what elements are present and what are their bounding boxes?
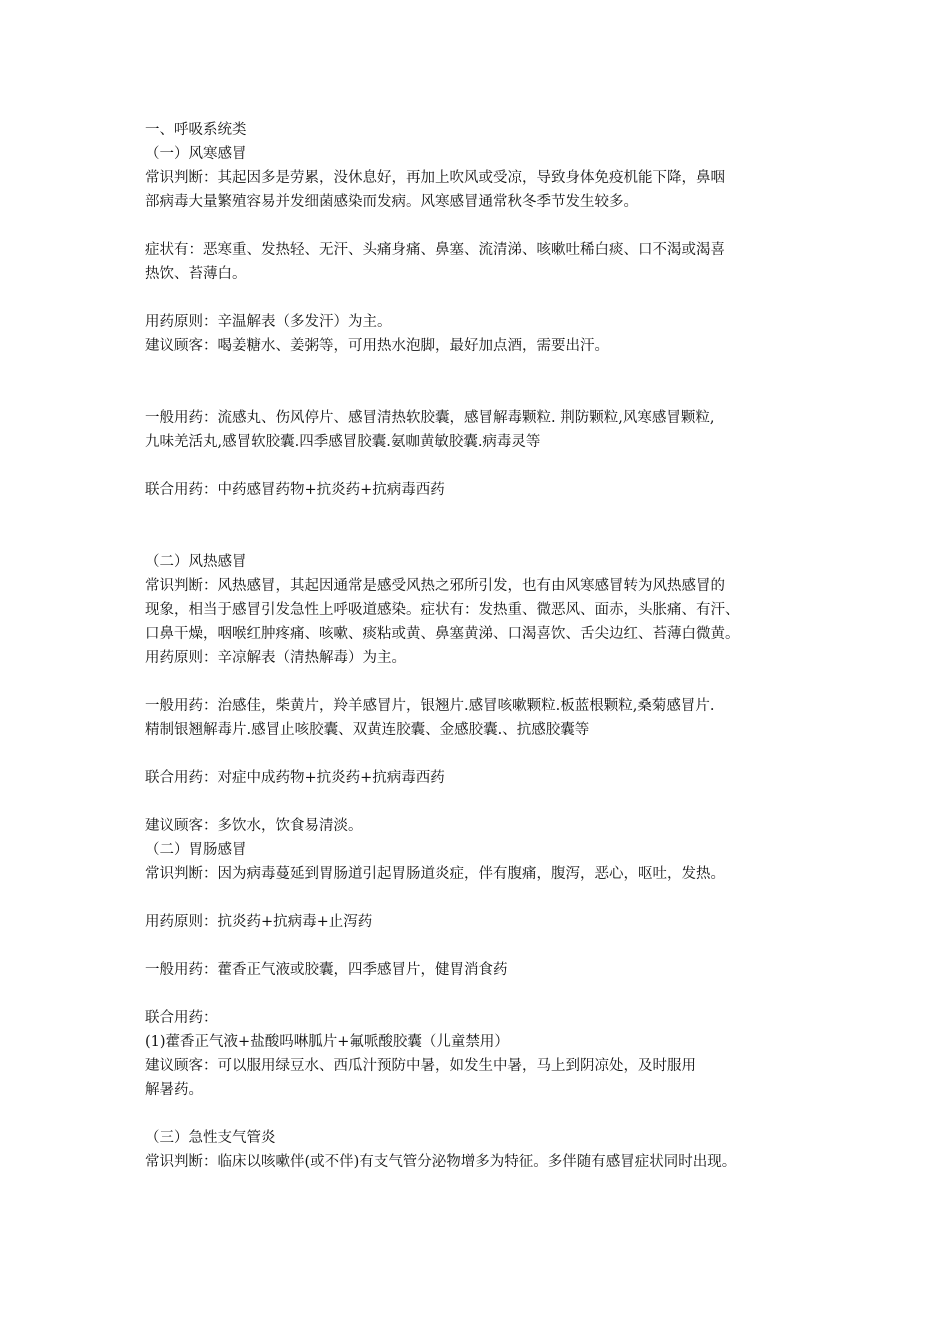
blank-line [145, 1102, 815, 1126]
blank-line [145, 982, 815, 1006]
paragraph-line: 九味羌活丸,感冒软胶囊.四季感冒胶囊.氨咖黄敏胶囊.病毒灵等 [145, 434, 541, 450]
paragraph-line: 联合用药： [145, 1010, 218, 1026]
paragraph-line: 用药原则：抗炎药+抗病毒+止泻药 [145, 914, 373, 930]
section-heading: 一、呼吸系统类 [145, 122, 247, 138]
paragraph-line: 部病毒大量繁殖容易并发细菌感染而发病。风寒感冒通常秋冬季节发生较多。 [145, 194, 638, 210]
blank-line [145, 358, 815, 406]
subsection-heading: （二）风热感冒 [145, 554, 247, 570]
paragraph-line: 一般用药：藿香正气液或胶囊，四季感冒片，健胃消食药 [145, 962, 508, 978]
paragraph-line: 联合用药：对症中成药物+抗炎药+抗病毒西药 [145, 770, 445, 786]
paragraph-line: 热饮、苔薄白。 [145, 266, 247, 282]
subsection-heading: （二）胃肠感冒 [145, 842, 247, 858]
document-body [145, 118, 815, 1174]
blank-line [145, 670, 815, 694]
paragraph-line: (1)藿香正气液+盐酸吗啉胍片+氟哌酸胶囊（儿童禁用） [145, 1034, 509, 1050]
blank-line [145, 886, 815, 910]
blank-line [145, 286, 815, 310]
paragraph-line: 用药原则：辛凉解表（清热解毒）为主。 [145, 650, 406, 666]
paragraph-line: 常识判断：临床以咳嗽伴(或不伴)有支气管分泌物增多为特征。多伴随有感冒症状同时出现。 [145, 1154, 737, 1170]
blank-line [145, 790, 815, 814]
blank-line [145, 934, 815, 958]
paragraph-line: 常识判断：风热感冒，其起因通常是感受风热之邪所引发，也有由风寒感冒转为风热感冒的 [145, 578, 725, 594]
paragraph-line: 一般用药：流感丸、伤风停片、感冒清热软胶囊，感冒解毒颗粒. 荆防颗粒,风寒感冒颗粒, [145, 410, 715, 426]
paragraph-line: 常识判断：其起因多是劳累，没休息好，再加上吹风或受凉，导致身体免疫机能下降，鼻咽 [145, 170, 725, 186]
paragraph-line: 解暑药。 [145, 1082, 203, 1098]
paragraph-line: 现象，相当于感冒引发急性上呼吸道感染。症状有：发热重、微恶风、面赤，头胀痛、有汗、 [145, 602, 740, 618]
paragraph-line: 建议顾客：多饮水，饮食易清淡。 [145, 818, 363, 834]
subsection-heading: （三）急性支气管炎 [145, 1130, 276, 1146]
paragraph-line: 常识判断：因为病毒蔓延到胃肠道引起胃肠道炎症，伴有腹痛，腹泻，恶心，呕吐，发热。 [145, 866, 725, 882]
blank-line [145, 742, 815, 766]
blank-line [145, 214, 815, 238]
paragraph-line: 联合用药：中药感冒药物+抗炎药+抗病毒西药 [145, 482, 445, 498]
paragraph-line: 口鼻干燥，咽喉红肿疼痛、咳嗽、痰粘或黄、鼻塞黄涕、口渴喜饮、舌尖边红、苔薄白微黄。 [145, 626, 740, 642]
paragraph-line: 一般用药：治感佳，柴黄片，羚羊感冒片，银翘片.感冒咳嗽颗粒.板蓝根颗粒,桑菊感冒片. [145, 698, 715, 714]
paragraph-line: 用药原则：辛温解表（多发汗）为主。 [145, 314, 392, 330]
paragraph-line: 症状有：恶寒重、发热轻、无汗、头痛身痛、鼻塞、流清涕、咳嗽吐稀白痰、口不渴或渴喜 [145, 242, 725, 258]
blank-line [145, 454, 815, 478]
subsection-heading: （一）风寒感冒 [145, 146, 247, 162]
paragraph-line: 建议顾客：可以服用绿豆水、西瓜汁预防中暑，如发生中暑，马上到阴凉处，及时服用 [145, 1058, 696, 1074]
blank-line [145, 502, 815, 550]
paragraph-line: 建议顾客：喝姜糖水、姜粥等，可用热水泡脚，最好加点酒，需要出汗。 [145, 338, 609, 354]
paragraph-line: 精制银翘解毒片.感冒止咳胶囊、双黄连胶囊、金感胶囊.、抗感胶囊等 [145, 722, 590, 738]
